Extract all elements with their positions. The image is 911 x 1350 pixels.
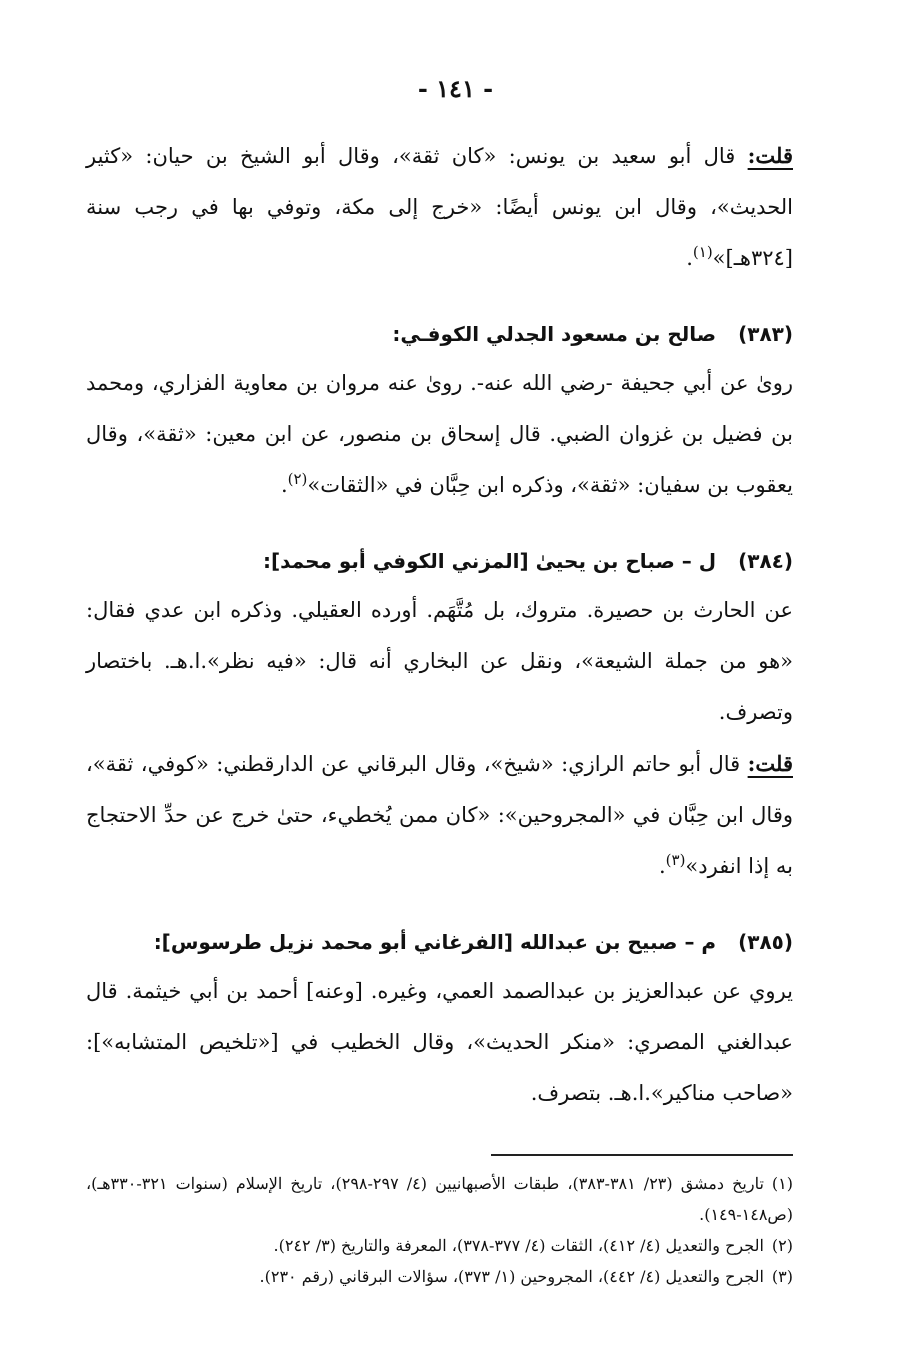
footnote-number: (٣) (771, 1267, 793, 1286)
note-label: قلت: (747, 143, 793, 168)
footnote (86, 1168, 793, 1230)
entry-title: ل – صباح بن يحيىٰ [المزني الكوفي أبو محمد]: (263, 549, 717, 573)
footnote-ref[interactable]: (١) (692, 243, 713, 261)
entry-title: م – صبيح بن عبدالله [الفرغاني أبو محمد نزيل طرسوس]: (153, 930, 717, 954)
entry-heading (86, 537, 793, 585)
footnote-number: (٢) (771, 1236, 793, 1255)
entry-body: روىٰ عن أبي جحيفة -رضي الله عنه-. روىٰ عنه مروان بن معاوية الفزاري، ومحمد بن فضيل بن غزوان الضبي. قال إسحاق بن منصور، عن ابن معين: «ثقة»، وقال يعقوب بن سفيان: «ثقة»، وذكره ابن حِبَّان في «الثقات»$^{(٢)}$. (86, 371, 793, 497)
entry-body: يروي عن عبدالعزيز بن عبدالصمد العمي، وغيره. [وعنه] أحمد بن أبي خيثمة. قال عبدالغني المصري: «منكر الحديث»، وقال الخطيب في [«تلخيص المتشابه»]: «صاحب مناكير».ا.هـ. بتصرف. (86, 979, 793, 1105)
entry-body: عن الحارث بن حصيرة. متروك، بل مُتَّهَم. أورده العقيلي. وذكره ابن عدي فقال: «هو من جملة الشيعة»، ونقل عن البخاري أنه قال: «فيه نظر».ا.هـ. باختصار وتصرف. (86, 598, 793, 724)
entry-number: (٣٨٣) (738, 322, 793, 346)
intro-paragraph: قلت: قال أبو سعيد بن يونس: «كان ثقة»، وقال أبو الشيخ بن حيان: «كثير الحديث»، وقال ابن يونس أيضًا: «خرج إلى مكة، وتوفي بها في رجب سنة [٣٢٤هـ]»$^{(١)}$. (86, 143, 793, 270)
footnote-ref[interactable]: (٢) (287, 470, 308, 488)
main-text (86, 130, 793, 1119)
entry-note: قلت: قال أبو حاتم الرازي: «شيخ»، وقال البرقاني عن الدارقطني: «كوفي، ثقة»، وقال ابن حِبَّان في «المجروحين»: «كان ممن يُخطيء، حتىٰ خرج عن حدِّ الاحتجاج به إذا انفرد»$^{(٣)}$. (86, 751, 793, 878)
footnote-text: تاريخ دمشق (٢٣/ ٣٨١-٣٨٣)، طبقات الأصبهانيين (٤/ ٢٩٧-٢٩٨)، تاريخ الإسلام (سنوات ٣٢١-٣٣٠هـ)، (ص١٤٨-١٤٩). (86, 1174, 793, 1224)
entry-heading (86, 918, 793, 966)
intro-text: قال أبو سعيد بن يونس: «كان ثقة»، وقال أبو الشيخ بن حيان: «كثير الحديث»، وقال ابن يونس أيضًا: «خرج إلى مكة، وتوفي بها في رجب سنة [٣٢٤هـ]» (86, 144, 793, 270)
entry-number: (٣٨٥) (738, 930, 793, 954)
note-label: قلت: (747, 751, 793, 776)
page-number: - ١٤١ - (417, 74, 494, 103)
footnote-text: الجرح والتعديل (٤/ ٤١٢)، الثقات (٤/ ٣٧٧-٣٧٨)، المعرفة والتاريخ (٣/ ٢٤٢). (273, 1236, 764, 1255)
footnote-number: (١) (771, 1174, 794, 1193)
footnote-divider (491, 1154, 793, 1156)
entry-title: صالح بن مسعود الجدلي الكوفـي: (392, 322, 717, 346)
footnotes (86, 1168, 793, 1292)
entry-heading (86, 310, 793, 358)
footnote-text: الجرح والتعديل (٤/ ٤٤٢)، المجروحين (١/ ٣٧٣)، سؤالات البرقاني (رقم ٢٣٠). (259, 1267, 764, 1286)
footnote (86, 1261, 793, 1292)
entry-number: (٣٨٤) (738, 549, 793, 573)
footnote (86, 1230, 793, 1261)
footnote-ref[interactable]: (٣) (665, 851, 686, 869)
